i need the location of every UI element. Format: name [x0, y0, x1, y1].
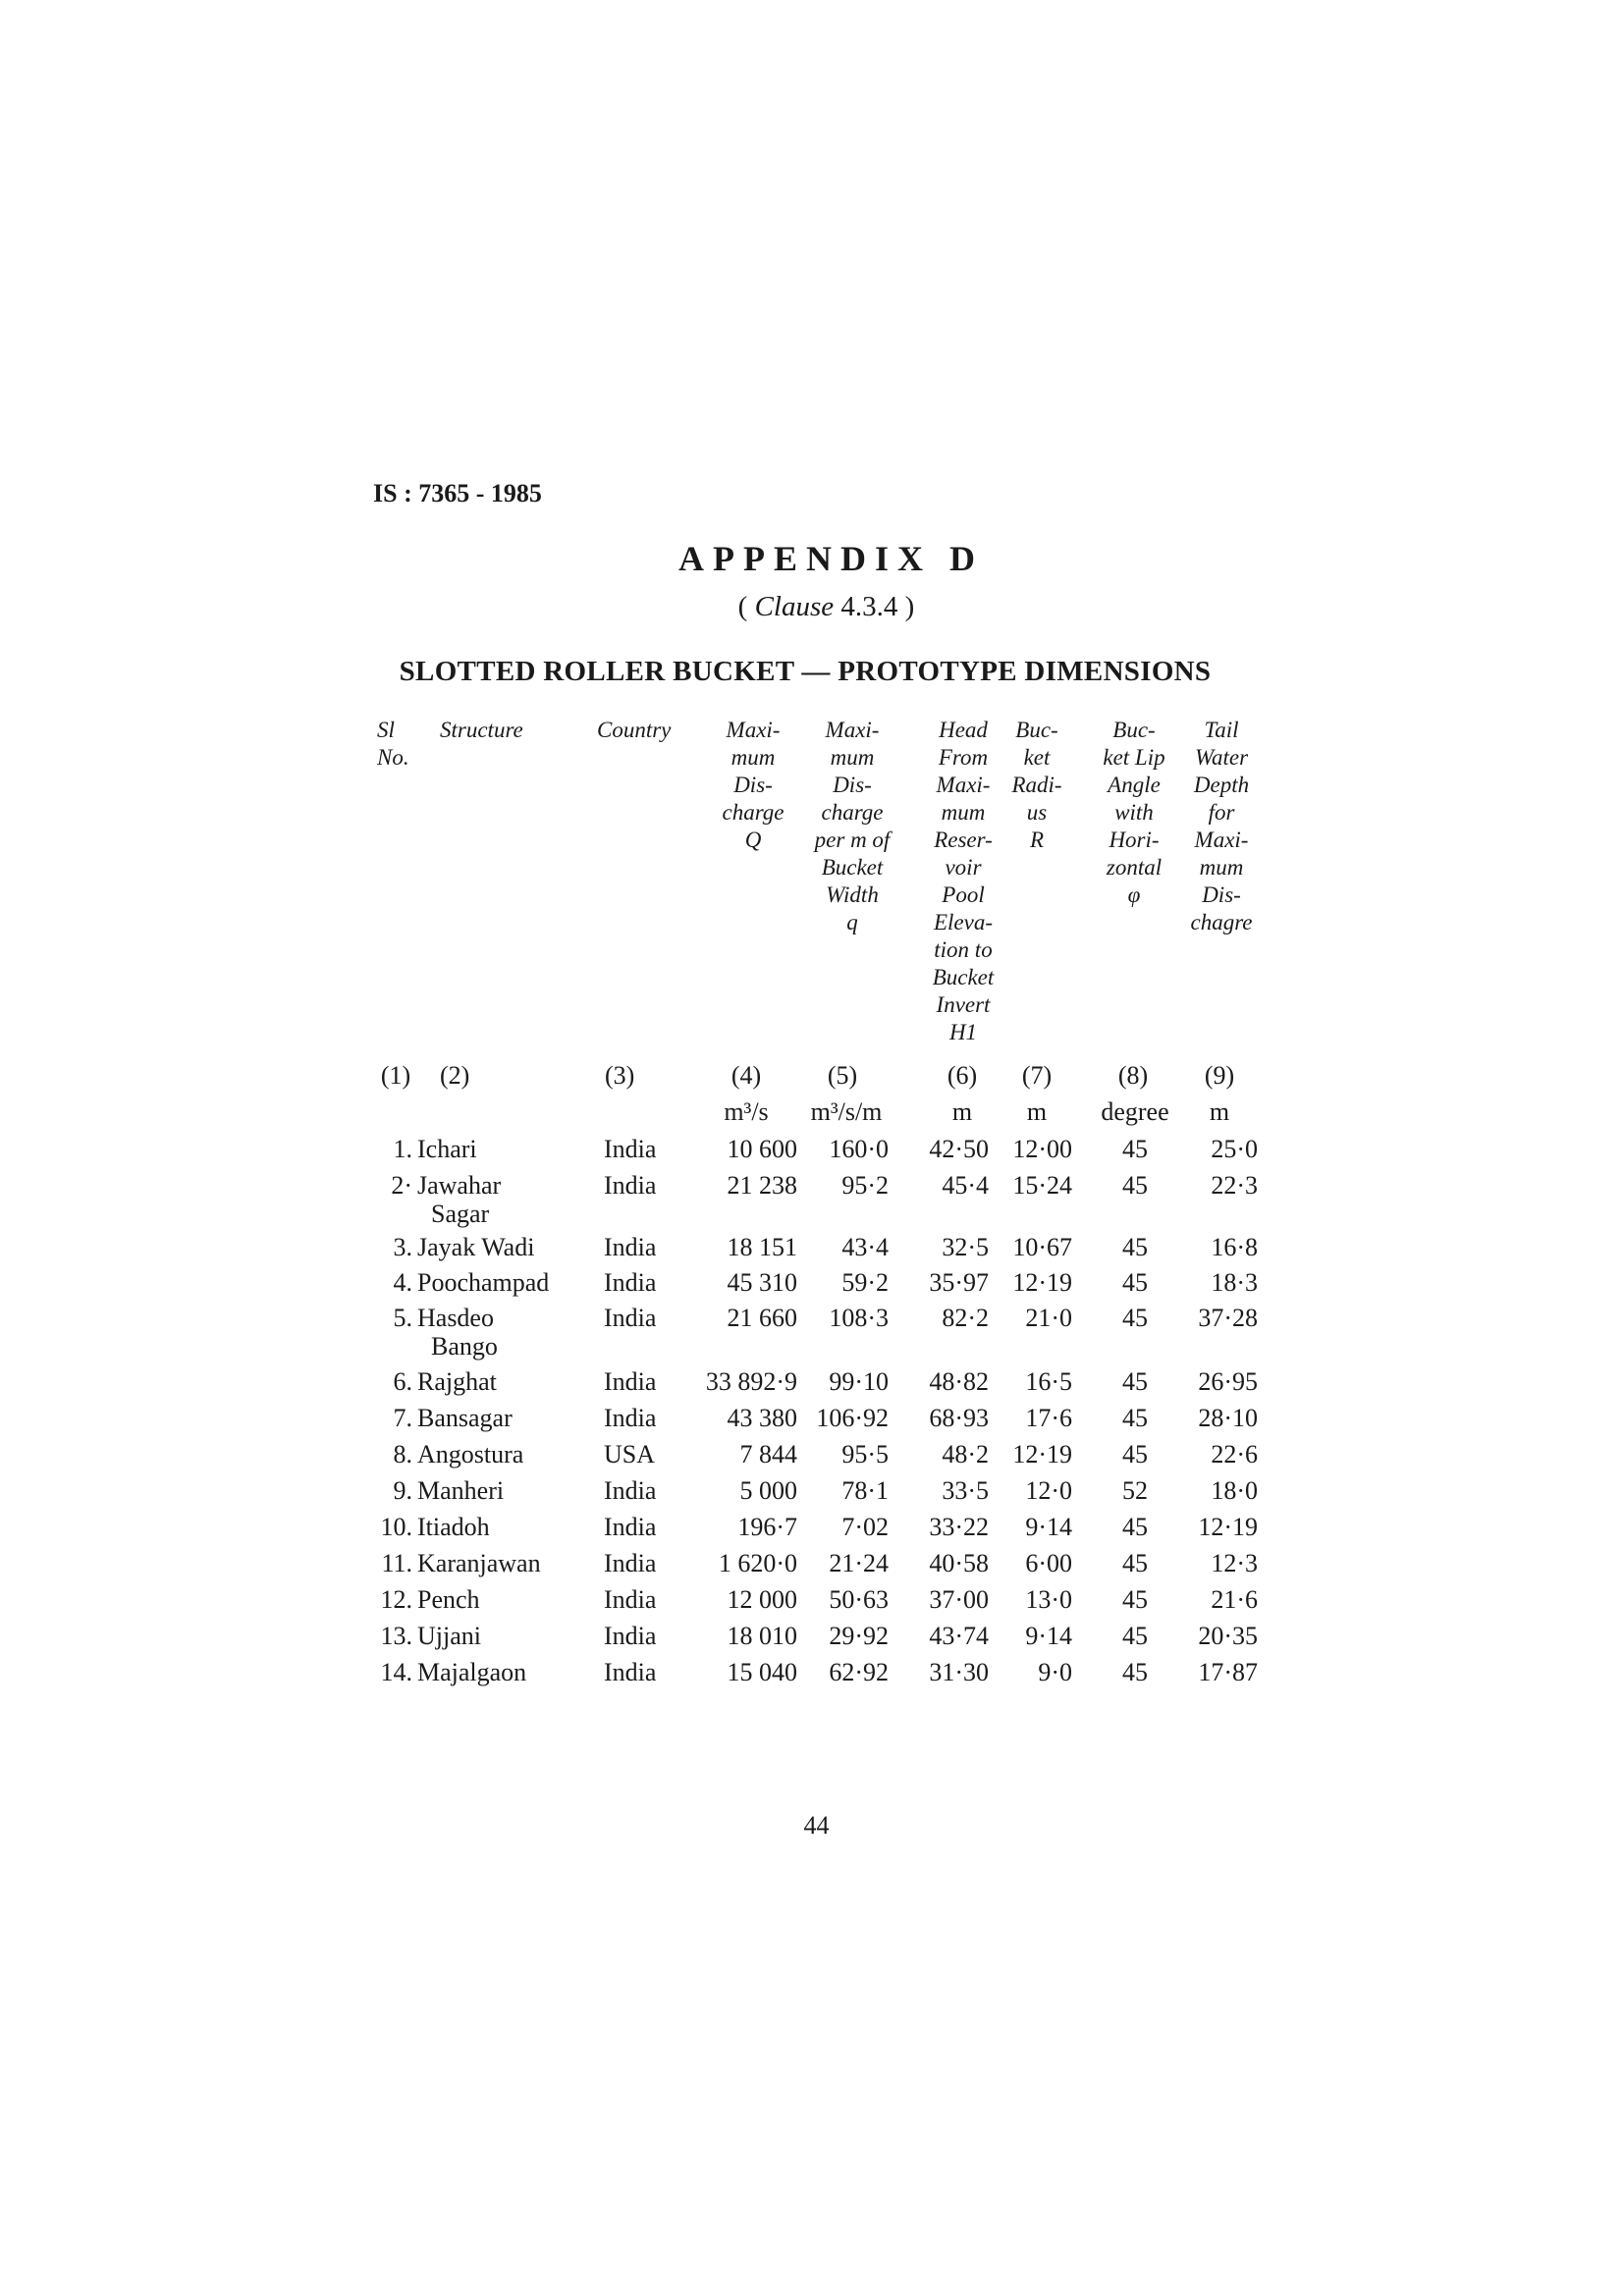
cell-tail: 22·3	[1211, 1171, 1258, 1200]
cell-q: 33 892·9	[705, 1367, 797, 1396]
cell-tail: 20·35	[1198, 1622, 1258, 1650]
cell-h1: 33·5	[942, 1476, 989, 1505]
cell-q: 5 000	[739, 1476, 797, 1505]
cell-angle: 45	[1122, 1585, 1148, 1614]
cell-country: India	[604, 1549, 657, 1577]
cell-tail: 22·6	[1211, 1440, 1258, 1468]
cell-h1: 32·5	[942, 1233, 989, 1261]
cell-q: 196·7	[737, 1513, 797, 1541]
cell-country: India	[604, 1622, 657, 1650]
column-number: (6)	[947, 1061, 978, 1090]
cell-r: 12·0	[1025, 1476, 1072, 1505]
cell-sl: 8.	[393, 1440, 412, 1468]
structure-name-line: Jawahar	[417, 1171, 502, 1200]
cell-structure: Manheri	[417, 1476, 505, 1505]
cell-q: 43 380	[727, 1404, 797, 1432]
cell-h1: 48·2	[942, 1440, 989, 1468]
cell-h1: 68·93	[929, 1404, 989, 1432]
cell-structure: Itiadoh	[417, 1513, 490, 1541]
column-number: (1)	[380, 1061, 411, 1090]
column-number: (3)	[605, 1061, 635, 1090]
cell-h1: 35·97	[929, 1268, 989, 1297]
cell-q: 99·10	[829, 1367, 889, 1396]
header-country: Country	[597, 718, 672, 742]
cell-r: 9·0	[1038, 1658, 1072, 1686]
cell-q: 29·92	[829, 1622, 889, 1650]
cell-country: India	[604, 1367, 657, 1396]
cell-q: 50·63	[829, 1585, 889, 1614]
cell-tail: 18·3	[1211, 1268, 1258, 1297]
cell-structure	[417, 1304, 584, 1361]
cell-tail: 21·6	[1211, 1585, 1258, 1614]
header-structure: Structure	[440, 718, 523, 742]
cell-q: 7·02	[841, 1513, 889, 1541]
cell-angle: 45	[1122, 1367, 1148, 1396]
cell-country: India	[604, 1171, 657, 1200]
cell-sl: 12.	[380, 1585, 412, 1614]
cell-structure: Pench	[417, 1585, 480, 1614]
clause-label: Clause	[754, 591, 835, 622]
cell-sl: 4.	[393, 1268, 412, 1297]
cell-q: 12 000	[727, 1585, 797, 1614]
cell-h1: 45·4	[942, 1171, 989, 1200]
cell-r: 12·19	[1012, 1268, 1072, 1297]
structure-name-line: Sagar	[431, 1200, 490, 1228]
cell-q: 43·4	[841, 1233, 889, 1261]
cell-sl: 6.	[393, 1367, 412, 1396]
cell-angle: 45	[1122, 1549, 1148, 1577]
cell-q: 7 844	[739, 1440, 797, 1468]
header-bucket-radius: Buc- ket Radi- us R	[1011, 718, 1062, 852]
cell-tail: 16·8	[1211, 1233, 1258, 1261]
header-tail-water: Tail Water Depth for Maxi- mum Dis- chagre	[1190, 718, 1253, 934]
cell-tail: 26·95	[1198, 1367, 1258, 1396]
structure-name-line: Hasdeo	[417, 1304, 494, 1332]
cell-angle: 45	[1122, 1440, 1148, 1468]
cell-r: 13·0	[1025, 1585, 1072, 1614]
cell-angle: 45	[1122, 1268, 1148, 1297]
cell-angle: 45	[1122, 1233, 1148, 1261]
unit-label: m	[1026, 1097, 1048, 1126]
cell-tail: 17·87	[1198, 1658, 1258, 1686]
cell-sl: 14.	[380, 1658, 412, 1686]
cell-structure: Ujjani	[417, 1622, 481, 1650]
cell-h1: 82·2	[942, 1304, 989, 1332]
cell-angle: 52	[1122, 1476, 1148, 1505]
cell-tail: 25·0	[1211, 1135, 1258, 1163]
cell-q: 10 600	[727, 1135, 797, 1163]
cell-q: 21 660	[727, 1304, 797, 1332]
clause-open: (	[737, 591, 755, 622]
cell-r: 9·14	[1025, 1513, 1072, 1541]
cell-tail: 37·28	[1198, 1304, 1258, 1332]
cell-r: 12·00	[1012, 1135, 1072, 1163]
cell-structure: Jayak Wadi	[417, 1233, 535, 1261]
column-number: (5)	[827, 1061, 858, 1090]
cell-country: India	[604, 1404, 657, 1432]
cell-r: 6·00	[1025, 1549, 1072, 1577]
cell-q: 108·3	[829, 1304, 889, 1332]
cell-structure: Ichari	[417, 1135, 477, 1163]
cell-h1: 31·30	[929, 1658, 989, 1686]
cell-country: India	[604, 1268, 657, 1297]
header-max-discharge: Maxi- mum Dis- charge Q	[722, 718, 784, 852]
appendix-heading: APPENDIX D	[678, 539, 984, 578]
unit-label: degree	[1101, 1097, 1169, 1126]
cell-r: 15·24	[1012, 1171, 1072, 1200]
cell-r: 12·19	[1012, 1440, 1072, 1468]
clause-reference	[0, 591, 1623, 623]
cell-sl: 3.	[393, 1233, 412, 1261]
header-discharge-per-width: Maxi- mum Dis- charge per m of Bucket Width q	[814, 718, 891, 934]
cell-sl: 9.	[393, 1476, 412, 1505]
cell-country: India	[604, 1304, 657, 1332]
cell-structure: Angostura	[417, 1440, 524, 1468]
cell-r: 9·14	[1025, 1622, 1072, 1650]
table-title: SLOTTED ROLLER BUCKET — PROTOTYPE DIMENSIONS	[399, 656, 1212, 687]
cell-q: 95·2	[841, 1171, 889, 1200]
page-number: 44	[803, 1811, 830, 1840]
cell-q: 62·92	[829, 1658, 889, 1686]
cell-structure: Poochampad	[417, 1268, 550, 1297]
cell-structure: Majalgaon	[417, 1658, 527, 1686]
header-lip-angle: Buc- ket Lip Angle with Hori- zontal φ	[1103, 718, 1165, 907]
cell-tail: 18·0	[1211, 1476, 1258, 1505]
cell-q: 78·1	[841, 1476, 889, 1505]
cell-q: 21·24	[829, 1549, 889, 1577]
cell-h1: 48·82	[929, 1367, 989, 1396]
cell-angle: 45	[1122, 1135, 1148, 1163]
cell-q: 21 238	[727, 1171, 797, 1200]
cell-h1: 33·22	[929, 1513, 989, 1541]
cell-q: 18 151	[727, 1233, 797, 1261]
column-number: (9)	[1204, 1061, 1235, 1090]
cell-q: 106·92	[816, 1404, 889, 1432]
column-number: (7)	[1021, 1061, 1053, 1090]
unit-label: m³/s/m	[810, 1097, 883, 1126]
cell-q: 160·0	[829, 1135, 889, 1163]
cell-angle: 45	[1122, 1404, 1148, 1432]
clause-number: 4.3.4 )	[834, 591, 915, 622]
cell-sl: 11.	[381, 1549, 412, 1577]
cell-structure: Karanjawan	[417, 1549, 541, 1577]
cell-country: India	[604, 1476, 657, 1505]
cell-country: India	[604, 1585, 657, 1614]
cell-r: 17·6	[1025, 1404, 1072, 1432]
cell-sl: 7.	[393, 1404, 412, 1432]
unit-label: m	[951, 1097, 973, 1126]
cell-structure: Rajghat	[417, 1367, 497, 1396]
cell-tail: 12·3	[1211, 1549, 1258, 1577]
cell-q: 95·5	[841, 1440, 889, 1468]
cell-q: 1 620·0	[718, 1549, 797, 1577]
cell-angle: 45	[1122, 1304, 1148, 1332]
cell-country: India	[604, 1233, 657, 1261]
cell-tail: 28·10	[1198, 1404, 1258, 1432]
cell-r: 10·67	[1012, 1233, 1072, 1261]
header-sl-no: Sl No.	[377, 718, 409, 770]
cell-structure: Bansagar	[417, 1404, 513, 1432]
cell-angle: 45	[1122, 1622, 1148, 1650]
cell-q: 45 310	[727, 1268, 797, 1297]
column-number: (8)	[1117, 1061, 1149, 1090]
cell-sl: 13.	[380, 1622, 412, 1650]
unit-label: m	[1209, 1097, 1230, 1126]
structure-name-line: Bango	[431, 1332, 498, 1361]
cell-angle: 45	[1122, 1513, 1148, 1541]
cell-q: 18 010	[727, 1622, 797, 1650]
cell-h1: 42·50	[929, 1135, 989, 1163]
cell-structure	[417, 1171, 584, 1228]
cell-sl: 1.	[393, 1135, 412, 1163]
cell-sl: 5.	[393, 1304, 412, 1332]
cell-angle: 45	[1122, 1658, 1148, 1686]
cell-r: 16·5	[1025, 1367, 1072, 1396]
cell-h1: 40·58	[929, 1549, 989, 1577]
cell-r: 21·0	[1025, 1304, 1072, 1332]
column-number: (4)	[730, 1061, 762, 1090]
cell-angle: 45	[1122, 1171, 1148, 1200]
cell-country: India	[604, 1658, 657, 1686]
cell-q: 15 040	[727, 1658, 797, 1686]
unit-label: m³/s	[724, 1097, 769, 1126]
cell-h1: 43·74	[929, 1622, 989, 1650]
column-number: (2)	[440, 1061, 470, 1090]
cell-sl: 10.	[380, 1513, 412, 1541]
header-head: Head From Maxi- mum Reser- voir Pool Eleva- tion to Bucket Invert H1	[932, 718, 995, 1044]
cell-country: India	[604, 1135, 657, 1163]
cell-q: 59·2	[841, 1268, 889, 1297]
cell-country: India	[604, 1513, 657, 1541]
cell-h1: 37·00	[929, 1585, 989, 1614]
cell-sl: 2·	[391, 1171, 412, 1200]
standard-reference: IS : 7365 - 1985	[373, 479, 542, 507]
cell-tail: 12·19	[1198, 1513, 1258, 1541]
cell-country: USA	[604, 1440, 656, 1468]
